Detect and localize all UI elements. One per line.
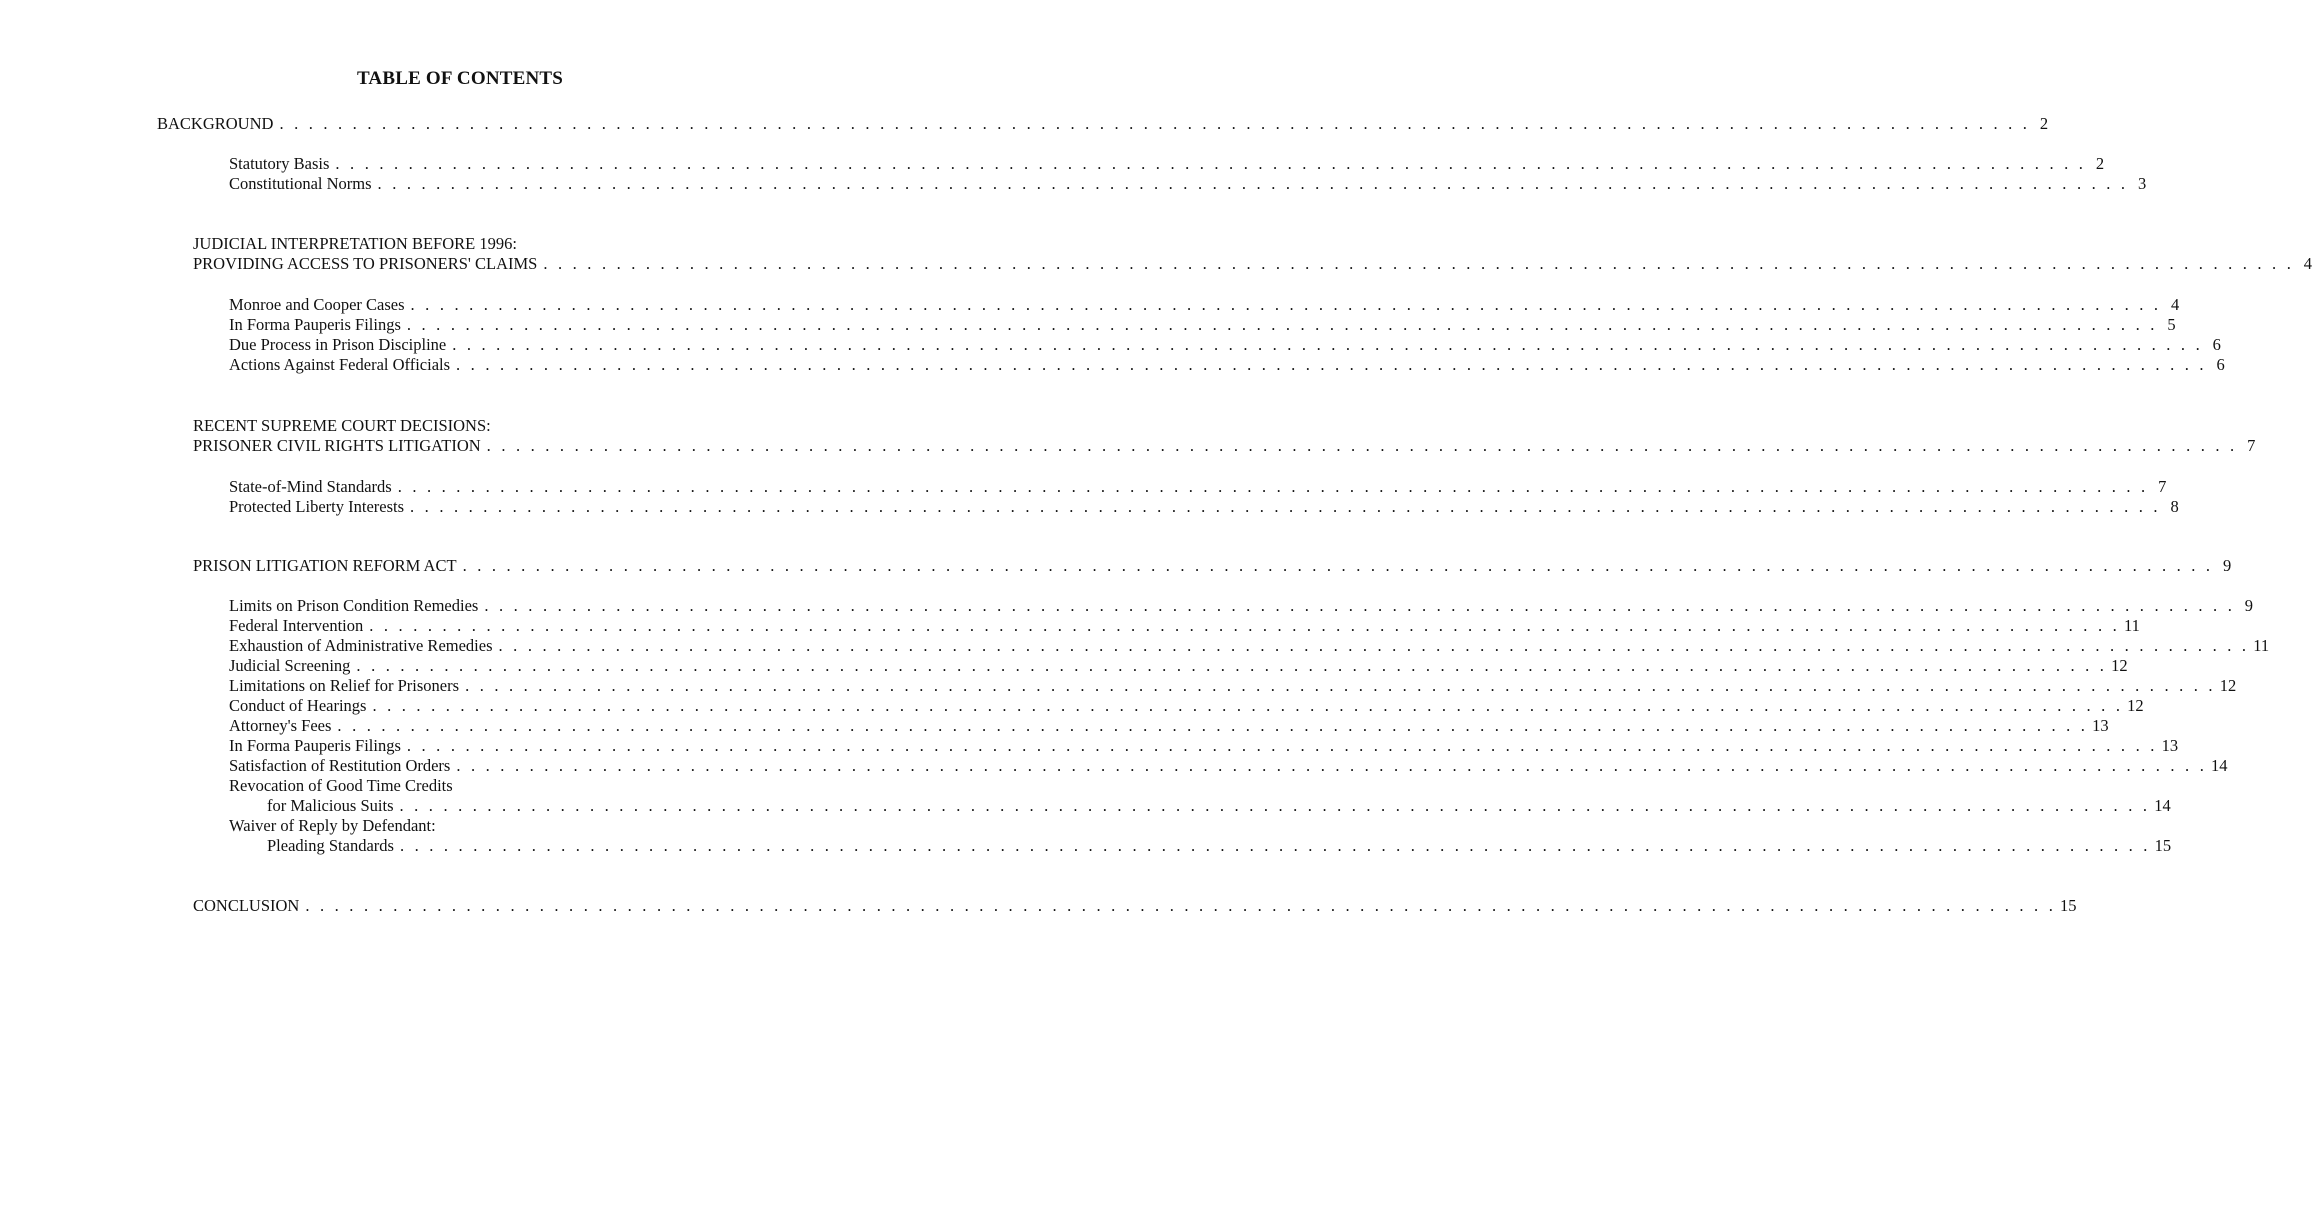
toc-entry-label: Judicial Screening [229, 656, 351, 675]
toc-leader-dots: . . . . . . . . . . . . . . . . . . . . . . . . . . . . . . . . . . . . . . . . . . . . . . . . . . . . . . . . . . . . . . . . . . . . . . . . . . . . . . . . . . . . . . . . . . . . . . . . . . . . . . . . . . . . . . . . . . . . . . . . [406, 315, 2158, 334]
toc-page-number: 4 [2170, 295, 2180, 314]
toc-entry-judicial[interactable] [193, 254, 2312, 274]
toc-subentry[interactable] [229, 477, 2167, 497]
toc-entry-label: Attorney's Fees [229, 716, 332, 735]
toc-leader-dots: . . . . . . . . . . . . . . . . . . . . . . . . . . . . . . . . . . . . . . . . . . . . . . . . . . . . . . . . . . . . . . . . . . . . . . . . . . . . . . . . . . . . . . . . . . . . . . . . . . . . . . . . . . . . . . . . . . . . . . . . [484, 596, 2236, 615]
toc-subentry[interactable] [229, 696, 2144, 716]
toc-entry-label: PRISON LITIGATION REFORM ACT [193, 556, 457, 575]
toc-entry-plra[interactable] [193, 556, 2232, 576]
toc-page-number: 6 [2216, 355, 2225, 374]
toc-leader-dots: . . . . . . . . . . . . . . . . . . . . . . . . . . . . . . . . . . . . . . . . . . . . . . . . . . . . . . . . . . . . . . . . . . . . . . . . . . . . . . . . . . . . . . . . . . . . . . . . . . . . . . . . . . . . . . . . . . . . . . . . [397, 477, 2149, 496]
toc-page-number: 12 [2127, 696, 2144, 715]
toc-entry-label: for Malicious Suits [267, 796, 394, 815]
toc-entry-label: PRISONER CIVIL RIGHTS LITIGATION [193, 436, 481, 455]
toc-page-number: 7 [2158, 477, 2167, 496]
toc-leader-dots: . . . . . . . . . . . . . . . . . . . . . . . . . . . . . . . . . . . . . . . . . . . . . . . . . . . . . . . . . . . . . . . . . . . . . . . . . . . . . . . . . . . . . . . . . . . . . . . . . . . . . . . . . . . . . . . . . . . . . . . . [356, 656, 2108, 675]
toc-page-number: 8 [2170, 497, 2179, 516]
toc-subentry[interactable] [229, 596, 2254, 616]
toc-subentry[interactable] [229, 616, 2140, 636]
toc-entry-recent[interactable] [193, 436, 2256, 456]
toc-subentry[interactable] [229, 174, 2147, 194]
toc-subentry[interactable] [229, 736, 2179, 756]
toc-section-heading: JUDICIAL INTERPRETATION BEFORE 1996: [193, 234, 517, 253]
toc-subentry[interactable] [229, 636, 2270, 656]
toc-leader-dots: . . . . . . . . . . . . . . . . . . . . . . . . . . . . . . . . . . . . . . . . . . . . . . . . . . . . . . . . . . . . . . . . . . . . . . . . . . . . . . . . . . . . . . . . . . . . . . . . . . . . . . . . . . . . . . . . . . . . . . . . [410, 497, 2161, 516]
toc-entry-label: In Forma Pauperis Filings [229, 315, 401, 334]
toc-page-number: 11 [2253, 636, 2270, 655]
toc-leader-dots: . . . . . . . . . . . . . . . . . . . . . . . . . . . . . . . . . . . . . . . . . . . . . . . . . . . . . . . . . . . . . . . . . . . . . . . . . . . . . . . . . . . . . . . . . . . . . . . . . . . . . . . . . . . . . . . . . . . . . . . . [377, 174, 2129, 193]
toc-subentry-heading: Waiver of Reply by Defendant: [229, 816, 436, 835]
toc-leader-dots: . . . . . . . . . . . . . . . . . . . . . . . . . . . . . . . . . . . . . . . . . . . . . . . . . . . . . . . . . . . . . . . . . . . . . . . . . . . . . . . . . . . . . . . . . . . . . . . . . . . . . . . . . . . . . . . . . . . . . . . . [406, 736, 2158, 755]
toc-entry-label: Pleading Standards [267, 836, 394, 855]
toc-subentry[interactable] [229, 756, 2228, 776]
toc-leader-dots: . . . . . . . . . . . . . . . . . . . . . . . . . . . . . . . . . . . . . . . . . . . . . . . . . . . . . . . . . . . . . . . . . . . . . . . . . . . . . . . . . . . . . . . . . . . . . . . . . . . . . . . . . . . . . . . . . . . . . . . . [410, 295, 2162, 314]
toc-entry-label: Conduct of Hearings [229, 696, 367, 715]
toc-entry-label: Protected Liberty Interests [229, 497, 405, 516]
toc-subentry[interactable] [229, 335, 2221, 355]
toc-page-number: 2 [2095, 154, 2105, 173]
toc-leader-dots: . . . . . . . . . . . . . . . . . . . . . . . . . . . . . . . . . . . . . . . . . . . . . . . . . . . . . . . . . . . . . . . . . . . . . . . . . . . . . . . . . . . . . . . . . . . . . . . . . . . . . . . . . . . . . . . . . . . . . . . . [465, 676, 2216, 695]
toc-leader-dots: . . . . . . . . . . . . . . . . . . . . . . . . . . . . . . . . . . . . . . . . . . . . . . . . . . . . . . . . . . . . . . . . . . . . . . . . . . . . . . . . . . . . . . . . . . . . . . . . . . . . . . . . . . . . . . . . . . . . . . . . [372, 696, 2124, 715]
toc-subentry[interactable] [229, 676, 2237, 696]
toc-entry-label: Federal Intervention [229, 616, 364, 635]
toc-entry-label: Statutory Basis [229, 154, 330, 173]
toc-page-number: 9 [2244, 596, 2254, 615]
toc-page-number: 12 [2219, 676, 2237, 695]
toc-leader-dots: . . . . . . . . . . . . . . . . . . . . . . . . . . . . . . . . . . . . . . . . . . . . . . . . . . . . . . . . . . . . . . . . . . . . . . . . . . . . . . . . . . . . . . . . . . . . . . . . . . . . . . . . . . . . . . . . . . . . . . . . [456, 355, 2207, 374]
toc-entry-background[interactable] [157, 114, 2049, 134]
toc-leader-dots: . . . . . . . . . . . . . . . . . . . . . . . . . . . . . . . . . . . . . . . . . . . . . . . . . . . . . . . . . . . . . . . . . . . . . . . . . . . . . . . . . . . . . . . . . . . . . . . . . . . . . . . . . . . . . . . . . . . . . . . . [543, 254, 2295, 273]
toc-leader-dots: . . . . . . . . . . . . . . . . . . . . . . . . . . . . . . . . . . . . . . . . . . . . . . . . . . . . . . . . . . . . . . . . . . . . . . . . . . . . . . . . . . . . . . . . . . . . . . . . . . . . . . . . . . . . . . . . . . . . . . . . [305, 896, 2057, 915]
toc-entry-label: Limits on Prison Condition Remedies [229, 596, 479, 615]
toc-leader-dots: . . . . . . . . . . . . . . . . . . . . . . . . . . . . . . . . . . . . . . . . . . . . . . . . . . . . . . . . . . . . . . . . . . . . . . . . . . . . . . . . . . . . . . . . . . . . . . . . . . . . . . . . . . . . . . . . . . . . . . . . [462, 556, 2214, 575]
toc-subentry[interactable] [229, 716, 2109, 736]
toc-page-number: 3 [2137, 174, 2147, 193]
toc-page-number: 5 [2167, 315, 2176, 334]
toc-page-number: 4 [2303, 254, 2312, 273]
toc-leader-dots: . . . . . . . . . . . . . . . . . . . . . . . . . . . . . . . . . . . . . . . . . . . . . . . . . . . . . . . . . . . . . . . . . . . . . . . . . . . . . . . . . . . . . . . . . . . . . . . . . . . . . . . . . . . . . . . . . . . . . . . . [399, 796, 2151, 815]
toc-leader-dots: . . . . . . . . . . . . . . . . . . . . . . . . . . . . . . . . . . . . . . . . . . . . . . . . . . . . . . . . . . . . . . . . . . . . . . . . . . . . . . . . . . . . . . . . . . . . . . . . . . . . . . . . . . . . . . . . . . . . . . . . [456, 756, 2208, 775]
toc-leader-dots: . . . . . . . . . . . . . . . . . . . . . . . . . . . . . . . . . . . . . . . . . . . . . . . . . . . . . . . . . . . . . . . . . . . . . . . . . . . . . . . . . . . . . . . . . . . . . . . . . . . . . . . . . . . . . . . . . . . . . . . . [452, 335, 2203, 354]
toc-page-number: 12 [2111, 656, 2128, 675]
toc-subentry[interactable] [267, 836, 2172, 856]
page-title: TABLE OF CONTENTS [356, 68, 564, 89]
toc-page-number: 15 [2060, 896, 2077, 915]
toc-subentry[interactable] [229, 355, 2225, 375]
toc-entry-label: Due Process in Prison Discipline [229, 335, 447, 354]
toc-leader-dots: . . . . . . . . . . . . . . . . . . . . . . . . . . . . . . . . . . . . . . . . . . . . . . . . . . . . . . . . . . . . . . . . . . . . . . . . . . . . . . . . . . . . . . . . . . . . . . . . . . . . . . . . . . . . . . . . . . . . . . . . [279, 114, 2031, 133]
toc-leader-dots: . . . . . . . . . . . . . . . . . . . . . . . . . . . . . . . . . . . . . . . . . . . . . . . . . . . . . . . . . . . . . . . . . . . . . . . . . . . . . . . . . . . . . . . . . . . . . . . . . . . . . . . . . . . . . . . . . . . . . . . . [498, 636, 2250, 655]
toc-leader-dots: . . . . . . . . . . . . . . . . . . . . . . . . . . . . . . . . . . . . . . . . . . . . . . . . . . . . . . . . . . . . . . . . . . . . . . . . . . . . . . . . . . . . . . . . . . . . . . . . . . . . . . . . . . . . . . . . . . . . . . . . [399, 836, 2151, 855]
toc-page-number: 7 [2247, 436, 2256, 455]
toc-subentry[interactable] [229, 497, 2179, 517]
toc-leader-dots: . . . . . . . . . . . . . . . . . . . . . . . . . . . . . . . . . . . . . . . . . . . . . . . . . . . . . . . . . . . . . . . . . . . . . . . . . . . . . . . . . . . . . . . . . . . . . . . . . . . . . . . . . . . . . . . . . . . . . . . . [337, 716, 2089, 735]
toc-entry-label: In Forma Pauperis Filings [229, 736, 401, 755]
toc-entry-conclusion[interactable] [193, 896, 2077, 916]
toc-page-number: 13 [2092, 716, 2109, 735]
toc-entry-label: Exhaustion of Administrative Remedies [229, 636, 493, 655]
toc-page-number: 2 [2039, 114, 2049, 133]
toc-subentry[interactable] [229, 295, 2180, 315]
toc-entry-label: State-of-Mind Standards [229, 477, 392, 496]
toc-subentry[interactable] [229, 154, 2105, 174]
toc-entry-label: Constitutional Norms [229, 174, 372, 193]
toc-entry-label: BACKGROUND [157, 114, 274, 133]
toc-leader-dots: . . . . . . . . . . . . . . . . . . . . . . . . . . . . . . . . . . . . . . . . . . . . . . . . . . . . . . . . . . . . . . . . . . . . . . . . . . . . . . . . . . . . . . . . . . . . . . . . . . . . . . . . . . . . . . . . . . . . . . . . [486, 436, 2238, 455]
toc-leader-dots: . . . . . . . . . . . . . . . . . . . . . . . . . . . . . . . . . . . . . . . . . . . . . . . . . . . . . . . . . . . . . . . . . . . . . . . . . . . . . . . . . . . . . . . . . . . . . . . . . . . . . . . . . . . . . . . . . . . . . . . . [369, 616, 2120, 635]
toc-entry-label: PROVIDING ACCESS TO PRISONERS' CLAIMS [193, 254, 538, 273]
toc-entry-label: Actions Against Federal Officials [229, 355, 451, 374]
toc-section-heading: RECENT SUPREME COURT DECISIONS: [193, 416, 491, 435]
toc-page-number: 6 [2212, 335, 2221, 354]
toc-entry-label: CONCLUSION [193, 896, 300, 915]
toc-subentry-heading: Revocation of Good Time Credits [229, 776, 453, 795]
toc-entry-label: Limitations on Relief for Prisoners [229, 676, 460, 695]
toc-page-number: 14 [2211, 756, 2228, 775]
toc-entry-label: Satisfaction of Restitution Orders [229, 756, 451, 775]
toc-entry-label: Monroe and Cooper Cases [229, 295, 405, 314]
toc-subentry[interactable] [267, 796, 2171, 816]
toc-page-number: 9 [2223, 556, 2232, 575]
toc-subentry[interactable] [229, 315, 2176, 335]
toc-subentry[interactable] [229, 656, 2128, 676]
toc-page-number: 15 [2154, 836, 2172, 855]
toc-leader-dots: . . . . . . . . . . . . . . . . . . . . . . . . . . . . . . . . . . . . . . . . . . . . . . . . . . . . . . . . . . . . . . . . . . . . . . . . . . . . . . . . . . . . . . . . . . . . . . . . . . . . . . . . . . . . . . . . . . . . . . . . [335, 154, 2087, 173]
toc-page-number: 13 [2161, 736, 2179, 755]
toc-page-number: 14 [2154, 796, 2171, 815]
toc-page-number: 11 [2123, 616, 2140, 635]
